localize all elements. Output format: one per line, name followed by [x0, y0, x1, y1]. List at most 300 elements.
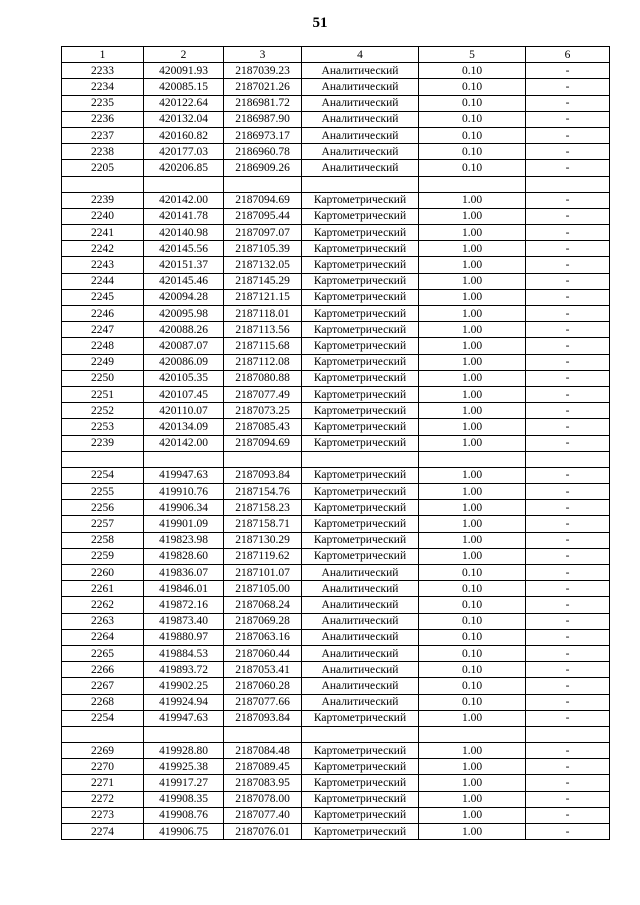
y-coordinate-cell: 2187084.48 [224, 743, 302, 759]
table-row [62, 63, 610, 79]
table-row [62, 645, 610, 661]
point-number-cell: 2243 [62, 257, 144, 273]
table-row [62, 435, 610, 451]
y-coordinate-cell: 2187085.43 [224, 419, 302, 435]
accuracy-cell: 0.10 [419, 127, 526, 143]
y-coordinate-cell: 2187094.69 [224, 435, 302, 451]
method-cell: Картометрический [302, 370, 419, 386]
point-number-cell: 2269 [62, 743, 144, 759]
accuracy-cell: 0.10 [419, 160, 526, 176]
y-coordinate-cell: 2187118.01 [224, 306, 302, 322]
table-row [62, 824, 610, 840]
table-row [62, 257, 610, 273]
table-row [62, 208, 610, 224]
spacer-row [62, 726, 610, 742]
table-row [62, 581, 610, 597]
accuracy-cell: 0.10 [419, 613, 526, 629]
note-cell: - [526, 759, 610, 775]
note-cell: - [526, 581, 610, 597]
empty-cell [526, 451, 610, 467]
point-number-cell: 2233 [62, 63, 144, 79]
point-number-cell: 2259 [62, 548, 144, 564]
point-number-cell: 2260 [62, 565, 144, 581]
point-number-cell: 2265 [62, 645, 144, 661]
x-coordinate-cell: 420094.28 [144, 289, 224, 305]
y-coordinate-cell: 2186981.72 [224, 95, 302, 111]
note-cell: - [526, 662, 610, 678]
method-cell: Аналитический [302, 694, 419, 710]
empty-cell [419, 176, 526, 192]
note-cell: - [526, 322, 610, 338]
method-cell: Картометрический [302, 710, 419, 726]
method-cell: Картометрический [302, 386, 419, 402]
method-cell: Картометрический [302, 241, 419, 257]
accuracy-cell: 1.00 [419, 759, 526, 775]
x-coordinate-cell: 419908.76 [144, 807, 224, 823]
y-coordinate-cell: 2187154.76 [224, 484, 302, 500]
coordinates-table [61, 46, 610, 840]
accuracy-cell: 1.00 [419, 322, 526, 338]
y-coordinate-cell: 2187158.71 [224, 516, 302, 532]
note-cell: - [526, 127, 610, 143]
table-row [62, 743, 610, 759]
note-cell: - [526, 160, 610, 176]
note-cell: - [526, 500, 610, 516]
method-cell: Картометрический [302, 338, 419, 354]
x-coordinate-cell: 420142.00 [144, 435, 224, 451]
table-row [62, 775, 610, 791]
point-number-cell: 2258 [62, 532, 144, 548]
x-coordinate-cell: 420086.09 [144, 354, 224, 370]
table-row [62, 467, 610, 483]
y-coordinate-cell: 2187115.68 [224, 338, 302, 354]
note-cell: - [526, 354, 610, 370]
table-row [62, 807, 610, 823]
table-row [62, 662, 610, 678]
table-row [62, 225, 610, 241]
method-cell: Картометрический [302, 807, 419, 823]
note-cell: - [526, 467, 610, 483]
accuracy-cell: 0.10 [419, 63, 526, 79]
x-coordinate-cell: 419823.98 [144, 532, 224, 548]
point-number-cell: 2239 [62, 435, 144, 451]
y-coordinate-cell: 2187113.56 [224, 322, 302, 338]
note-cell: - [526, 144, 610, 160]
accuracy-cell: 0.10 [419, 645, 526, 661]
x-coordinate-cell: 419836.07 [144, 565, 224, 581]
point-number-cell: 2252 [62, 403, 144, 419]
table-row [62, 403, 610, 419]
x-coordinate-cell: 420151.37 [144, 257, 224, 273]
y-coordinate-cell: 2187119.62 [224, 548, 302, 564]
table-row [62, 241, 610, 257]
method-cell: Аналитический [302, 63, 419, 79]
table-row [62, 484, 610, 500]
point-number-cell: 2250 [62, 370, 144, 386]
table-row [62, 111, 610, 127]
method-cell: Картометрический [302, 824, 419, 840]
note-cell: - [526, 208, 610, 224]
method-cell: Аналитический [302, 565, 419, 581]
accuracy-cell: 1.00 [419, 824, 526, 840]
note-cell: - [526, 743, 610, 759]
note-cell: - [526, 548, 610, 564]
table-row [62, 289, 610, 305]
y-coordinate-cell: 2187095.44 [224, 208, 302, 224]
method-cell: Аналитический [302, 160, 419, 176]
point-number-cell: 2264 [62, 629, 144, 645]
empty-cell [302, 726, 419, 742]
method-cell: Аналитический [302, 79, 419, 95]
accuracy-cell: 1.00 [419, 225, 526, 241]
method-cell: Аналитический [302, 597, 419, 613]
table-row [62, 759, 610, 775]
method-cell: Картометрический [302, 354, 419, 370]
accuracy-cell: 1.00 [419, 791, 526, 807]
method-cell: Картометрический [302, 791, 419, 807]
x-coordinate-cell: 420141.78 [144, 208, 224, 224]
x-coordinate-cell: 419947.63 [144, 467, 224, 483]
table-row [62, 354, 610, 370]
accuracy-cell: 1.00 [419, 548, 526, 564]
x-coordinate-cell: 420132.04 [144, 111, 224, 127]
y-coordinate-cell: 2187069.28 [224, 613, 302, 629]
accuracy-cell: 1.00 [419, 370, 526, 386]
table-row [62, 95, 610, 111]
method-cell: Картометрический [302, 419, 419, 435]
point-number-cell: 2254 [62, 710, 144, 726]
x-coordinate-cell: 420091.93 [144, 63, 224, 79]
point-number-cell: 2239 [62, 192, 144, 208]
note-cell: - [526, 241, 610, 257]
empty-cell [302, 451, 419, 467]
method-cell: Картометрический [302, 322, 419, 338]
note-cell: - [526, 289, 610, 305]
y-coordinate-cell: 2187080.88 [224, 370, 302, 386]
empty-cell [224, 176, 302, 192]
point-number-cell: 2261 [62, 581, 144, 597]
point-number-cell: 2271 [62, 775, 144, 791]
note-cell: - [526, 565, 610, 581]
note-cell: - [526, 79, 610, 95]
point-number-cell: 2245 [62, 289, 144, 305]
x-coordinate-cell: 419924.94 [144, 694, 224, 710]
y-coordinate-cell: 2187121.15 [224, 289, 302, 305]
y-coordinate-cell: 2187053.41 [224, 662, 302, 678]
accuracy-cell: 1.00 [419, 775, 526, 791]
y-coordinate-cell: 2187078.00 [224, 791, 302, 807]
y-coordinate-cell: 2187021.26 [224, 79, 302, 95]
accuracy-cell: 0.10 [419, 662, 526, 678]
note-cell: - [526, 775, 610, 791]
accuracy-cell: 1.00 [419, 710, 526, 726]
y-coordinate-cell: 2187101.07 [224, 565, 302, 581]
accuracy-cell: 1.00 [419, 338, 526, 354]
x-coordinate-cell: 419901.09 [144, 516, 224, 532]
point-number-cell: 2254 [62, 467, 144, 483]
spacer-row [62, 451, 610, 467]
empty-cell [144, 726, 224, 742]
x-coordinate-cell: 420140.98 [144, 225, 224, 241]
y-coordinate-cell: 2187093.84 [224, 710, 302, 726]
empty-cell [419, 726, 526, 742]
x-coordinate-cell: 419925.38 [144, 759, 224, 775]
note-cell: - [526, 824, 610, 840]
method-cell: Аналитический [302, 662, 419, 678]
note-cell: - [526, 791, 610, 807]
empty-cell [419, 451, 526, 467]
point-number-cell: 2205 [62, 160, 144, 176]
table-row [62, 338, 610, 354]
accuracy-cell: 0.10 [419, 597, 526, 613]
method-cell: Аналитический [302, 613, 419, 629]
note-cell: - [526, 597, 610, 613]
column-header-6: 6 [526, 47, 610, 63]
note-cell: - [526, 225, 610, 241]
accuracy-cell: 1.00 [419, 532, 526, 548]
x-coordinate-cell: 419902.25 [144, 678, 224, 694]
method-cell: Картометрический [302, 403, 419, 419]
y-coordinate-cell: 2187077.40 [224, 807, 302, 823]
accuracy-cell: 1.00 [419, 500, 526, 516]
y-coordinate-cell: 2187089.45 [224, 759, 302, 775]
y-coordinate-cell: 2187076.01 [224, 824, 302, 840]
accuracy-cell: 1.00 [419, 419, 526, 435]
method-cell: Картометрический [302, 257, 419, 273]
table-row [62, 678, 610, 694]
accuracy-cell: 1.00 [419, 208, 526, 224]
note-cell: - [526, 629, 610, 645]
note-cell: - [526, 338, 610, 354]
table-row [62, 548, 610, 564]
empty-cell [144, 451, 224, 467]
x-coordinate-cell: 419917.27 [144, 775, 224, 791]
accuracy-cell: 0.10 [419, 79, 526, 95]
table-row [62, 597, 610, 613]
accuracy-cell: 1.00 [419, 306, 526, 322]
x-coordinate-cell: 419906.75 [144, 824, 224, 840]
table-row [62, 79, 610, 95]
y-coordinate-cell: 2187077.49 [224, 386, 302, 402]
x-coordinate-cell: 420145.46 [144, 273, 224, 289]
y-coordinate-cell: 2187097.07 [224, 225, 302, 241]
page-number: 51 [312, 15, 328, 31]
note-cell: - [526, 694, 610, 710]
table-row [62, 694, 610, 710]
point-number-cell: 2251 [62, 386, 144, 402]
accuracy-cell: 1.00 [419, 435, 526, 451]
accuracy-cell: 0.10 [419, 694, 526, 710]
point-number-cell: 2274 [62, 824, 144, 840]
accuracy-cell: 1.00 [419, 192, 526, 208]
empty-cell [526, 176, 610, 192]
accuracy-cell: 1.00 [419, 273, 526, 289]
x-coordinate-cell: 420088.26 [144, 322, 224, 338]
table-row [62, 516, 610, 532]
method-cell: Картометрический [302, 516, 419, 532]
note-cell: - [526, 403, 610, 419]
method-cell: Аналитический [302, 95, 419, 111]
y-coordinate-cell: 2187158.23 [224, 500, 302, 516]
empty-cell [526, 726, 610, 742]
accuracy-cell: 0.10 [419, 678, 526, 694]
y-coordinate-cell: 2187060.44 [224, 645, 302, 661]
x-coordinate-cell: 419880.97 [144, 629, 224, 645]
y-coordinate-cell: 2187068.24 [224, 597, 302, 613]
method-cell: Аналитический [302, 645, 419, 661]
x-coordinate-cell: 420085.15 [144, 79, 224, 95]
point-number-cell: 2246 [62, 306, 144, 322]
y-coordinate-cell: 2187077.66 [224, 694, 302, 710]
accuracy-cell: 0.10 [419, 111, 526, 127]
point-number-cell: 2270 [62, 759, 144, 775]
method-cell: Аналитический [302, 127, 419, 143]
method-cell: Картометрический [302, 743, 419, 759]
accuracy-cell: 0.10 [419, 581, 526, 597]
point-number-cell: 2262 [62, 597, 144, 613]
method-cell: Картометрический [302, 500, 419, 516]
point-number-cell: 2255 [62, 484, 144, 500]
table-body [62, 63, 610, 840]
method-cell: Аналитический [302, 678, 419, 694]
note-cell: - [526, 111, 610, 127]
point-number-cell: 2234 [62, 79, 144, 95]
point-number-cell: 2249 [62, 354, 144, 370]
column-header-5: 5 [419, 47, 526, 63]
point-number-cell: 2256 [62, 500, 144, 516]
point-number-cell: 2247 [62, 322, 144, 338]
table-row [62, 192, 610, 208]
method-cell: Картометрический [302, 548, 419, 564]
column-header-2: 2 [144, 47, 224, 63]
point-number-cell: 2267 [62, 678, 144, 694]
accuracy-cell: 0.10 [419, 95, 526, 111]
y-coordinate-cell: 2187112.08 [224, 354, 302, 370]
method-cell: Картометрический [302, 289, 419, 305]
table-row [62, 419, 610, 435]
x-coordinate-cell: 420160.82 [144, 127, 224, 143]
method-cell: Картометрический [302, 759, 419, 775]
empty-cell [62, 726, 144, 742]
method-cell: Картометрический [302, 532, 419, 548]
accuracy-cell: 1.00 [419, 807, 526, 823]
accuracy-cell: 1.00 [419, 386, 526, 402]
table-row [62, 613, 610, 629]
method-cell: Картометрический [302, 225, 419, 241]
note-cell: - [526, 386, 610, 402]
note-cell: - [526, 678, 610, 694]
note-cell: - [526, 192, 610, 208]
accuracy-cell: 1.00 [419, 743, 526, 759]
accuracy-cell: 1.00 [419, 484, 526, 500]
y-coordinate-cell: 2187105.00 [224, 581, 302, 597]
accuracy-cell: 1.00 [419, 289, 526, 305]
table-row [62, 532, 610, 548]
y-coordinate-cell: 2187094.69 [224, 192, 302, 208]
point-number-cell: 2244 [62, 273, 144, 289]
accuracy-cell: 1.00 [419, 241, 526, 257]
point-number-cell: 2237 [62, 127, 144, 143]
accuracy-cell: 1.00 [419, 516, 526, 532]
point-number-cell: 2263 [62, 613, 144, 629]
point-number-cell: 2257 [62, 516, 144, 532]
method-cell: Картометрический [302, 208, 419, 224]
x-coordinate-cell: 419893.72 [144, 662, 224, 678]
x-coordinate-cell: 419872.16 [144, 597, 224, 613]
y-coordinate-cell: 2186987.90 [224, 111, 302, 127]
method-cell: Аналитический [302, 581, 419, 597]
empty-cell [62, 176, 144, 192]
empty-cell [62, 451, 144, 467]
accuracy-cell: 0.10 [419, 144, 526, 160]
header-row [62, 47, 610, 63]
column-header-4: 4 [302, 47, 419, 63]
table-row [62, 144, 610, 160]
empty-cell [144, 176, 224, 192]
y-coordinate-cell: 2187132.05 [224, 257, 302, 273]
point-number-cell: 2248 [62, 338, 144, 354]
x-coordinate-cell: 419906.34 [144, 500, 224, 516]
table-header [62, 47, 610, 63]
x-coordinate-cell: 419884.53 [144, 645, 224, 661]
accuracy-cell: 1.00 [419, 467, 526, 483]
note-cell: - [526, 645, 610, 661]
point-number-cell: 2235 [62, 95, 144, 111]
note-cell: - [526, 710, 610, 726]
point-number-cell: 2253 [62, 419, 144, 435]
note-cell: - [526, 807, 610, 823]
x-coordinate-cell: 420142.00 [144, 192, 224, 208]
accuracy-cell: 1.00 [419, 354, 526, 370]
y-coordinate-cell: 2186909.26 [224, 160, 302, 176]
column-header-1: 1 [62, 47, 144, 63]
point-number-cell: 2242 [62, 241, 144, 257]
note-cell: - [526, 419, 610, 435]
y-coordinate-cell: 2186960.78 [224, 144, 302, 160]
y-coordinate-cell: 2186973.17 [224, 127, 302, 143]
x-coordinate-cell: 420177.03 [144, 144, 224, 160]
table-row [62, 386, 610, 402]
note-cell: - [526, 306, 610, 322]
accuracy-cell: 0.10 [419, 629, 526, 645]
x-coordinate-cell: 419828.60 [144, 548, 224, 564]
y-coordinate-cell: 2187093.84 [224, 467, 302, 483]
note-cell: - [526, 257, 610, 273]
method-cell: Аналитический [302, 629, 419, 645]
x-coordinate-cell: 419910.76 [144, 484, 224, 500]
y-coordinate-cell: 2187073.25 [224, 403, 302, 419]
method-cell: Аналитический [302, 111, 419, 127]
point-number-cell: 2238 [62, 144, 144, 160]
x-coordinate-cell: 419947.63 [144, 710, 224, 726]
y-coordinate-cell: 2187039.23 [224, 63, 302, 79]
point-number-cell: 2273 [62, 807, 144, 823]
x-coordinate-cell: 420105.35 [144, 370, 224, 386]
table-row [62, 791, 610, 807]
x-coordinate-cell: 420122.64 [144, 95, 224, 111]
method-cell: Картометрический [302, 435, 419, 451]
table-row [62, 306, 610, 322]
y-coordinate-cell: 2187083.95 [224, 775, 302, 791]
point-number-cell: 2272 [62, 791, 144, 807]
x-coordinate-cell: 419928.80 [144, 743, 224, 759]
point-number-cell: 2240 [62, 208, 144, 224]
method-cell: Картометрический [302, 775, 419, 791]
note-cell: - [526, 370, 610, 386]
point-number-cell: 2266 [62, 662, 144, 678]
note-cell: - [526, 435, 610, 451]
column-header-3: 3 [224, 47, 302, 63]
